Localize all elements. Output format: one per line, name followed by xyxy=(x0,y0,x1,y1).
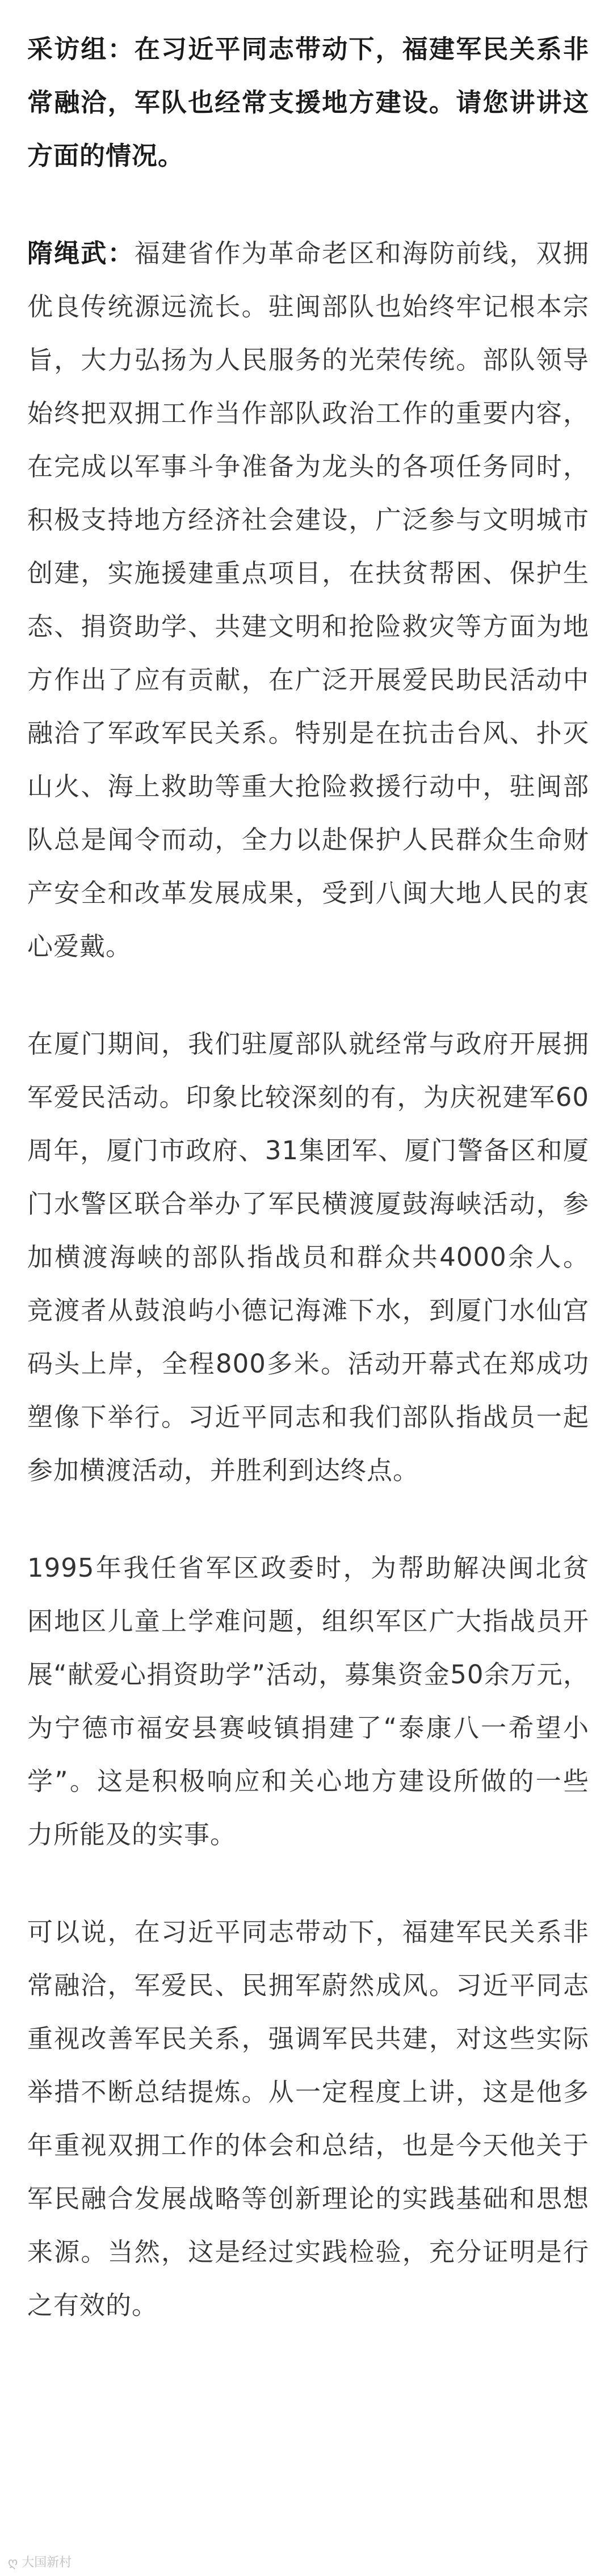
answer-paragraph-2: 在厦门期间，我们驻厦部队就经常与政府开展拥军爱民活动。印象比较深刻的有，为庆祝建军60周年，厦门市政府、31集团军、厦门警备区和厦门水警区联合举办了军民横渡厦鼓海峡活动，参加横渡海峡的部队指战员和群众共4000余人。竞渡者从鼓浪屿小德记海滩下水，到厦门水仙宫码头上岸，全程800多米。活动开幕式在郑成功塑像下举行。习近平同志和我们部队指战员一起参加横渡活动，并胜利到达终点。 xyxy=(27,1029,589,1485)
speaker-name: 隋绳武： xyxy=(27,238,135,268)
interview-question: 采访组：在习近平同志带动下，福建军民关系非常融洽，军队也经常支援地方建设。请您讲讲这方面的情况。 xyxy=(27,34,589,171)
answer-paragraph-3: 1995年我任省军区政委时，为帮助解决闽北贫困地区儿童上学难问题，组织军区广大指战员开展“献爱心捐资助学”活动，募集资金50余万元，为宁德市福安县赛岐镇捐建了“泰康八一希望小学”。这是积极响应和关心地方建设所做的一些力所能及的实事。 xyxy=(27,1553,589,1849)
answer-text-1: 福建省作为革命老区和海防前线，双拥优良传统源远流长。驻闽部队也始终牢记根本宗旨，大力弘扬为人民服务的光荣传统。部队领导始终把双拥工作当作部队政治工作的重要内容，在完成以军事斗争准备为龙头的各项任务同时，积极支持地方经济社会建设，广泛参与文明城市创建，实施援建重点项目，在扶贫帮困、保护生态、捐资助学、共建文明和抢险救灾等方面为地方作出了应有贡献，在广泛开展爱民助民活动中融洽了军政军民关系。特别是在抗击台风、扑灭山火、海上救助等重大抢险救援行动中，驻闽部队总是闻令而动，全力以赴保护人民群众生命财产安全和改革发展成果，受到八闽大地人民的衷心爱戴。 xyxy=(27,238,589,961)
answer-paragraph-1 xyxy=(27,227,589,973)
watermark-text: 大国新村 xyxy=(22,2556,72,2570)
article-body xyxy=(27,23,589,2376)
watermark-logo xyxy=(8,2553,72,2570)
watermark-icon: ღ xyxy=(8,2556,18,2570)
answer-paragraph-4: 可以说，在习近平同志带动下，福建军民关系非常融洽，军爱民、民拥军蔚然成风。习近平同志重视改善军民关系，强调军民共建，对这些实际举措不断总结提炼。从一定程度上讲，这是他多年重视双拥工作的体会和总结，也是今天他关于军民融合发展战略等创新理论的实践基础和思想来源。当然，这是经过实践检验，充分证明是行之有效的。 xyxy=(27,1917,589,2320)
